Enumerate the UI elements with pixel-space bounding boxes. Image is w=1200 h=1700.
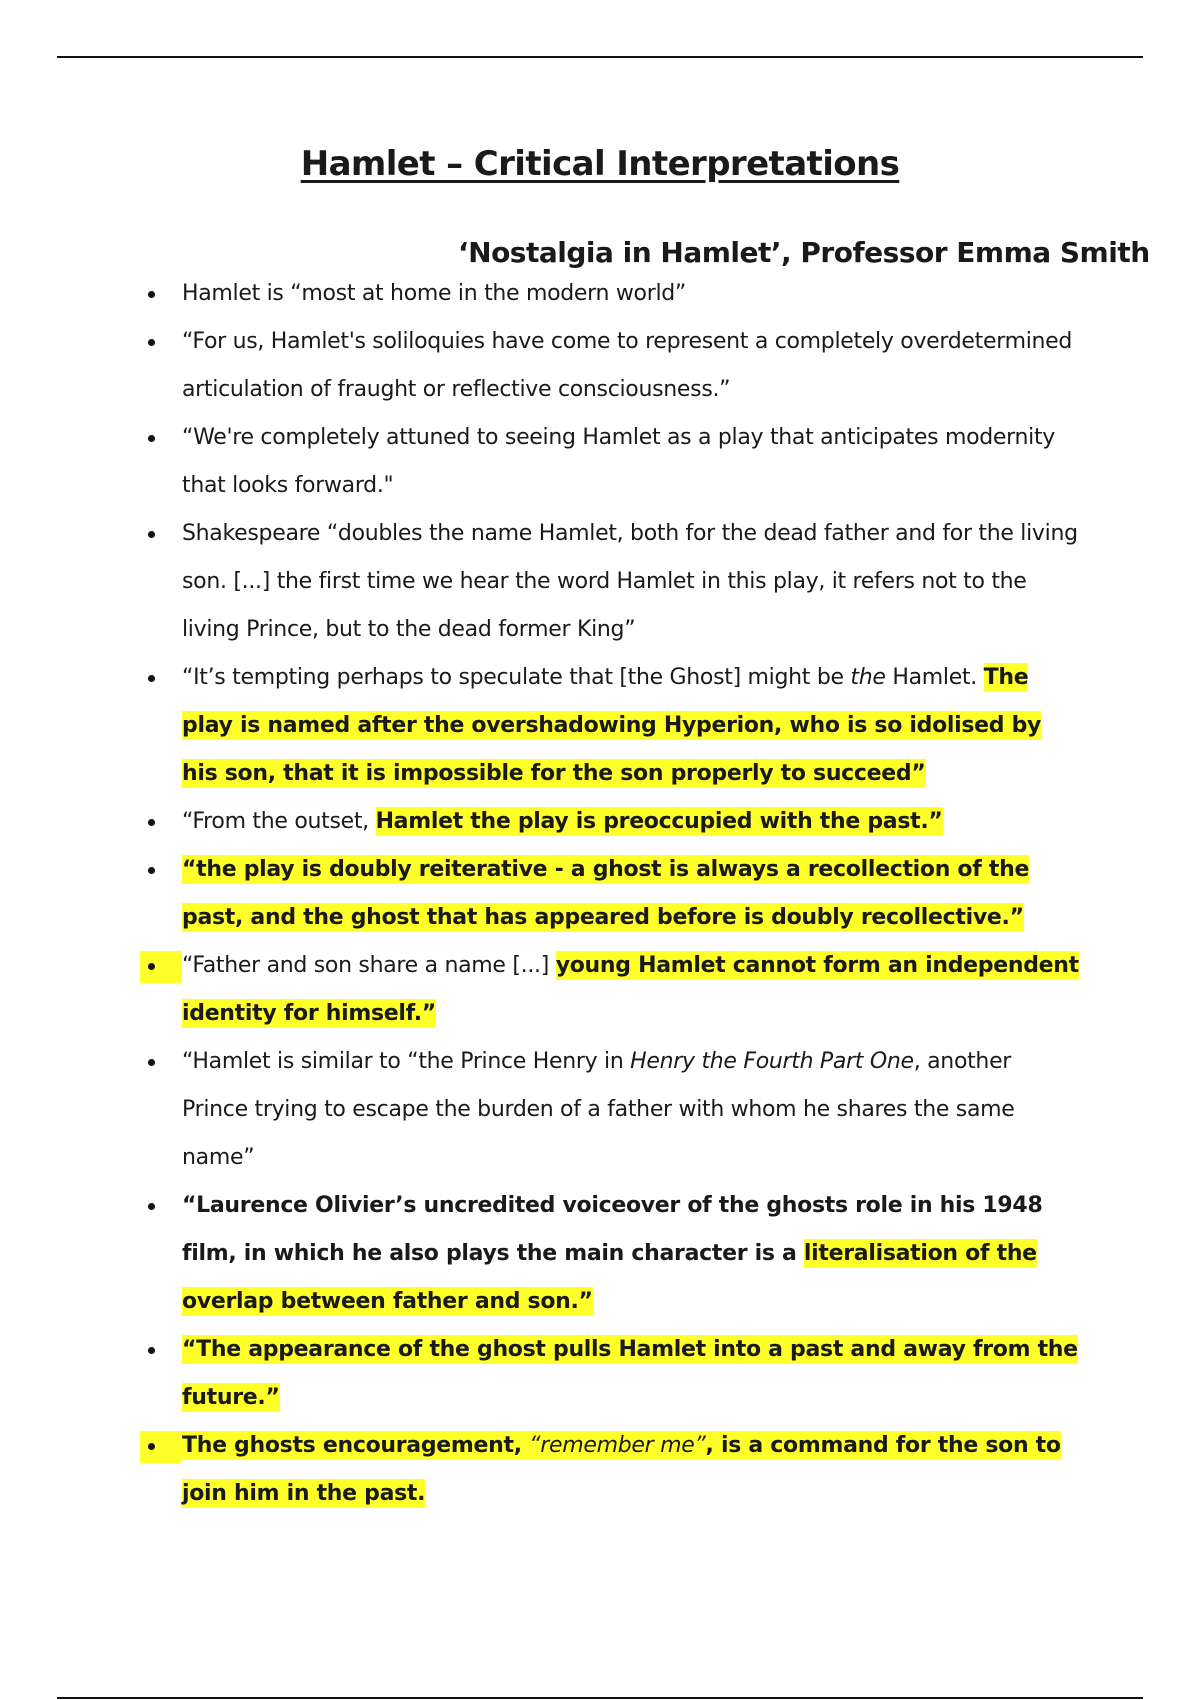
bullet-icon <box>140 510 182 558</box>
bullet-icon <box>140 654 182 702</box>
quote-item <box>140 1038 1080 1182</box>
highlighted-text: “the play is doubly reiterative - a ghost is always a recollection of the past, and the ghost that has appeared before is doubly recollective.” <box>182 857 1030 930</box>
quote-text: “It’s tempting perhaps to speculate that [the Ghost] might be <box>182 665 851 690</box>
document-subtitle: ‘Nostalgia in Hamlet’, Professor Emma Smith <box>458 236 1150 269</box>
quote-text: “Laurence Olivier’s uncredited voiceover of the ghosts role in his 1948 film, in which he also plays the main character is a <box>182 1193 1043 1266</box>
highlighted-text: “The appearance of the ghost pulls Hamlet into a past and away from the future.” <box>182 1337 1078 1410</box>
bullet-icon <box>140 270 182 318</box>
top-rule <box>57 56 1143 58</box>
quote-text: Shakespeare “doubles the name Hamlet, both for the dead father and for the living son. [...] the first time we hear the word Hamlet in this play, it refers not to the living Prince, but to the dead former King” <box>182 521 1078 642</box>
quote-item <box>140 270 1080 318</box>
highlighted-text: young Hamlet cannot form an independent identity for himself.” <box>182 953 1079 1026</box>
bullet-icon <box>140 798 182 846</box>
bullet-icon <box>140 1038 182 1086</box>
quote-text: “Hamlet is similar to “the Prince Henry in <box>182 1049 631 1074</box>
bullet-icon <box>140 846 182 894</box>
bullet-icon <box>140 942 182 990</box>
quote-item <box>140 846 1080 942</box>
bottom-rule <box>57 1697 1143 1699</box>
quote-text: , another Prince trying to escape the burden of a father with whom he shares the same name” <box>182 1049 1015 1170</box>
quote-text: “We're completely attuned to seeing Hamlet as a play that anticipates modernity that looks forward." <box>182 425 1056 498</box>
quote-text: Hamlet. <box>885 665 984 690</box>
quote-item <box>140 1326 1080 1422</box>
bullet-icon <box>140 414 182 462</box>
quote-text: Hamlet is “most at home in the modern world” <box>182 281 687 306</box>
bullet-icon <box>140 1422 182 1470</box>
quote-text: “From the outset, <box>182 809 376 834</box>
quote-item <box>140 654 1080 798</box>
quote-item <box>140 1182 1080 1326</box>
bullet-icon <box>140 318 182 366</box>
quote-item <box>140 414 1080 510</box>
highlighted-text: The ghosts encouragement, <box>182 1433 530 1458</box>
highlighted-text: The play is named after the overshadowing Hyperion, who is so idolised by his son, that it is impossible for the son properly to succeed” <box>182 665 1042 786</box>
quote-text: “For us, Hamlet's soliloquies have come to represent a completely overdetermined articulation of fraught or reflective consciousness.” <box>182 329 1073 402</box>
quote-text: “Father and son share a name [...] <box>182 953 556 978</box>
quote-item <box>140 942 1080 1038</box>
quote-item <box>140 798 1080 846</box>
bullet-icon <box>140 1326 182 1374</box>
highlighted-text: , is a command for the son to join him in the past. <box>182 1433 1061 1506</box>
bullet-icon <box>140 1182 182 1230</box>
document-title: Hamlet – Critical Interpretations <box>300 144 900 184</box>
quote-item <box>140 318 1080 414</box>
quote-item <box>140 510 1080 654</box>
quote-item <box>140 1422 1080 1518</box>
quote-text: the <box>850 665 886 690</box>
highlighted-text: “remember me” <box>529 1433 706 1458</box>
quote-text: Henry the Fourth Part One <box>630 1049 914 1074</box>
quote-list <box>140 270 1080 1518</box>
highlighted-text: literalisation of the overlap between father and son.” <box>182 1241 1037 1314</box>
highlighted-text: Hamlet the play is preoccupied with the past.” <box>375 809 943 834</box>
